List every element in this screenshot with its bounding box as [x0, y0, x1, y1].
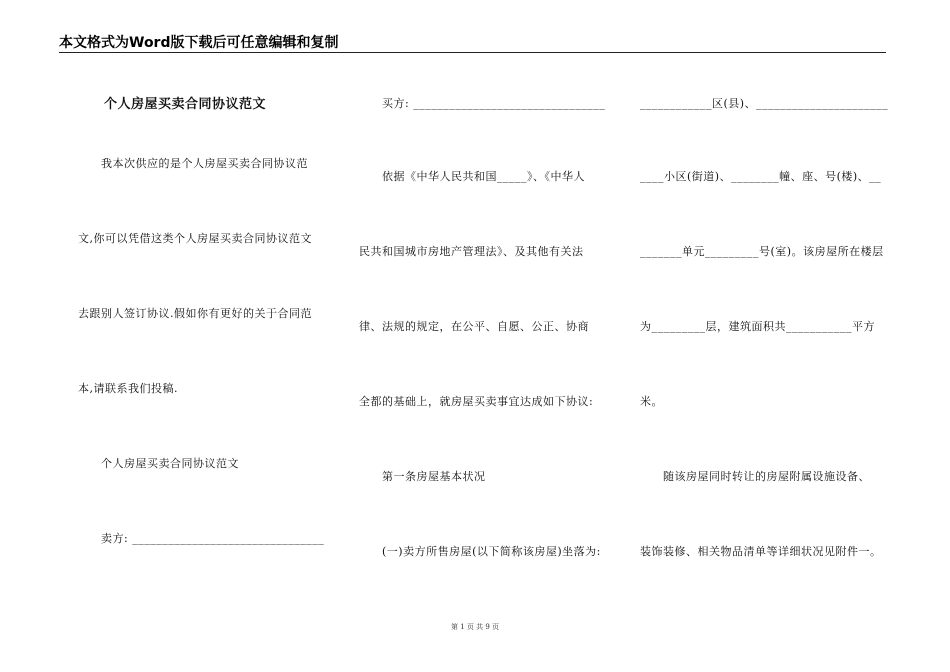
address-line: ____________区(县)、______________________ — [640, 97, 889, 110]
body-line: 随该房屋同时转让的房屋附属设施设备、 — [663, 470, 870, 483]
article-heading: 第一条房屋基本状况 — [382, 470, 486, 483]
address-line: ____小区(街道)、________幢、座、号(楼)、__ — [640, 170, 882, 183]
body-line: 装饰装修、相关物品清单等详细状况见附件一。 — [640, 545, 882, 558]
section-title: 个人房屋买卖合同协议范文 — [101, 457, 239, 470]
area-line: 为_________层，建筑面积共___________平方 — [640, 320, 875, 333]
header-divider — [59, 52, 886, 53]
buyer-field: 买方: ________________________________ — [382, 97, 606, 110]
body-line: 律、法规的规定，在公平、自愿、公正、协商 — [359, 320, 589, 333]
body-line: 民共和国城市房地产管理法》、及其他有关法 — [359, 245, 584, 258]
document-title: 个人房屋买卖合同协议范文 — [104, 97, 267, 112]
body-line: 米。 — [640, 395, 663, 408]
body-line: 我本次供应的是个人房屋买卖合同协议范 — [101, 157, 308, 170]
seller-field: 卖方: ________________________________ — [101, 532, 325, 545]
header-title: 本文格式为Word版下载后可任意编辑和复制 — [59, 35, 339, 51]
body-line: 全都的基础上，就房屋买卖事宜达成如下协议: — [359, 395, 594, 408]
address-line: _______单元_________号(室)。该房屋所在楼层 — [640, 245, 884, 258]
body-line: (一)卖方所售房屋(以下简称该房屋)坐落为: — [382, 545, 601, 558]
body-line: 本,请联系我们投稿. — [78, 382, 178, 395]
body-line: 去跟别人签订协议.假如你有更好的关于合同范 — [78, 307, 312, 320]
page-number: 第 1 页 共 9 页 — [450, 623, 500, 631]
body-line: 文,你可以凭借这类个人房屋买卖合同协议范文 — [78, 232, 312, 245]
body-line: 依据《中华人民共和国_____》、《中华人 — [382, 170, 585, 183]
